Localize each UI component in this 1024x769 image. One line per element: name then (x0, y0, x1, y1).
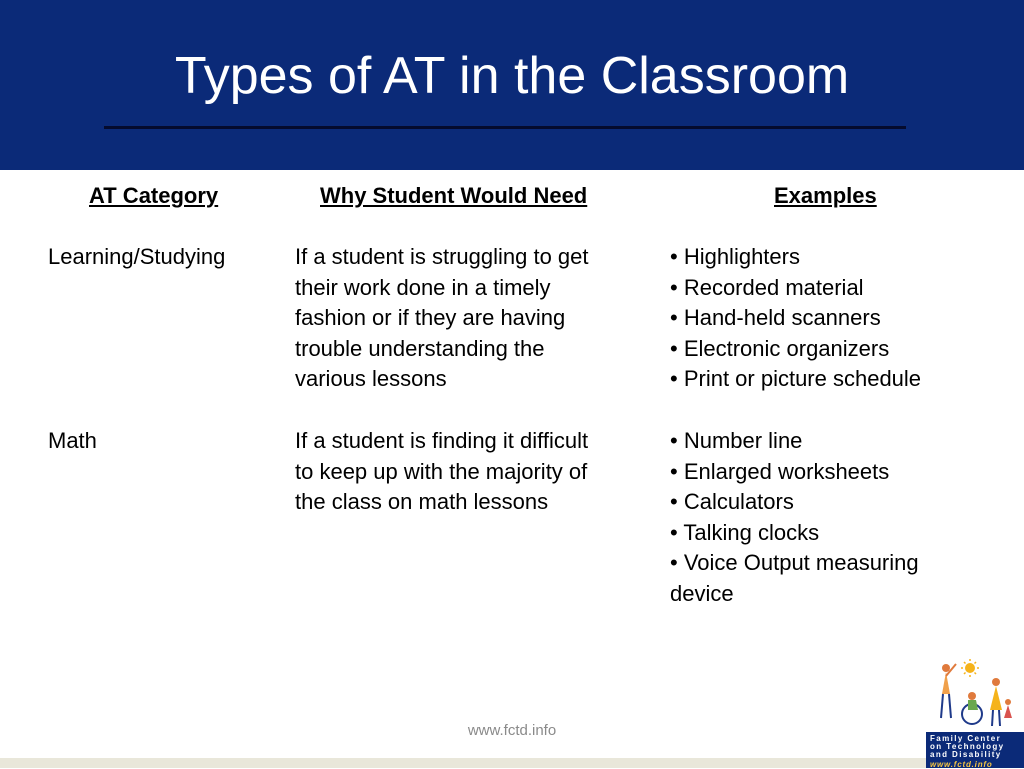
example-item: • Number line (670, 428, 803, 453)
reason-line: trouble understanding the (295, 335, 545, 361)
slide-title: Types of AT in the Classroom (174, 47, 850, 105)
row-1-reason (295, 242, 589, 395)
logo-line-2: on Technology (930, 742, 1005, 751)
example-item: • Calculators (670, 489, 794, 515)
example-item: • Electronic organizers (670, 335, 890, 361)
category-label: Math (48, 428, 97, 453)
fctd-logo (926, 656, 1024, 768)
title-underline-rule (104, 126, 906, 129)
row-1-category (48, 242, 225, 273)
column-header-why-need: Why Student Would Need (320, 183, 588, 208)
row-2-category (48, 426, 97, 457)
reason-line: If a student is struggling to get (295, 244, 589, 269)
column-header-at-category: AT Category (89, 183, 219, 208)
reason-line: their work done in a timely (295, 274, 551, 300)
reason-line: various lessons (295, 366, 447, 392)
example-item: • Enlarged worksheets (670, 458, 890, 484)
logo-url: www.fctd.info (930, 760, 993, 769)
reason-line: the class on math lessons (295, 489, 549, 515)
example-item: • Highlighters (670, 244, 800, 269)
title-banner (0, 0, 1024, 170)
example-item: • Hand-held scanners (670, 305, 881, 331)
example-item: • Print or picture schedule (670, 366, 922, 392)
example-item: • Talking clocks (670, 519, 820, 545)
column-header-examples: Examples (774, 183, 877, 208)
reason-line: If a student is finding it difficult (295, 428, 589, 453)
reason-line: fashion or if they are having (295, 305, 566, 331)
logo-line-3: and Disability (930, 750, 1002, 759)
reason-line: to keep up with the majority of (295, 458, 588, 484)
logo-line-1: Family Center (930, 734, 1002, 743)
example-item: device (670, 580, 734, 606)
example-item: • Voice Output measuring (670, 550, 919, 576)
row-1-examples (670, 242, 921, 395)
row-2-reason (295, 426, 588, 518)
bottom-bar (0, 758, 1024, 768)
family-figures-icon (932, 658, 1018, 730)
footer-url: www.fctd.info (467, 722, 557, 739)
category-label: Learning/Studying (48, 244, 226, 269)
example-item: • Recorded material (670, 274, 864, 300)
row-2-examples (670, 426, 919, 610)
